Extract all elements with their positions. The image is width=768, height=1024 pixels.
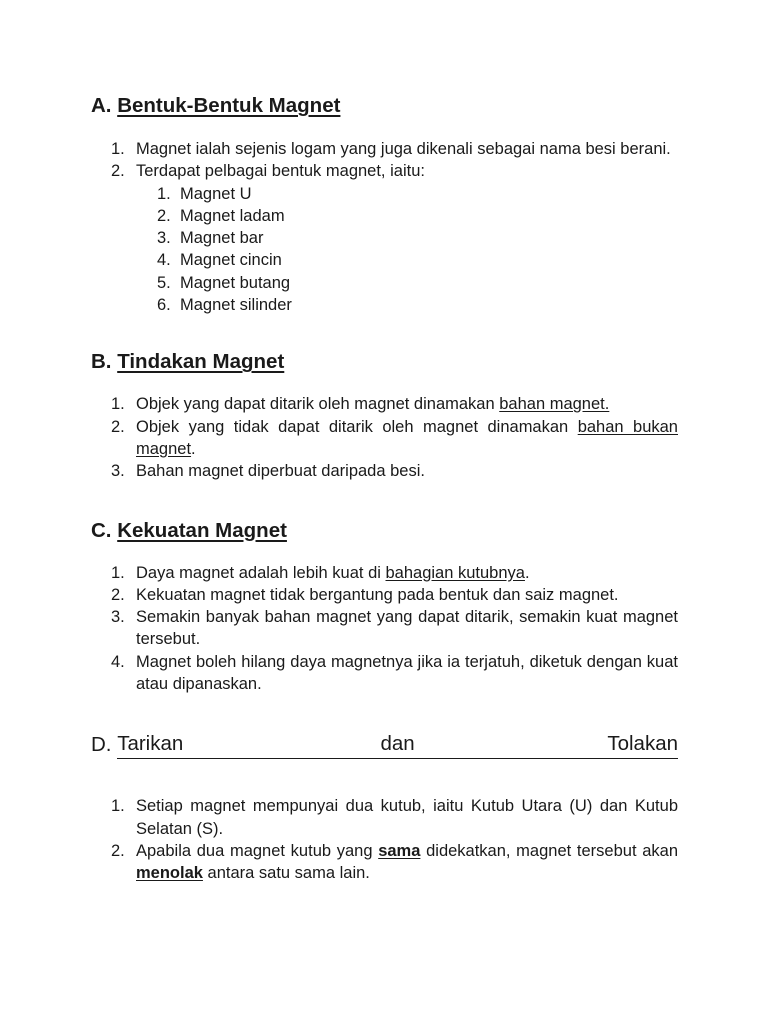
section-a-heading: [91, 92, 678, 120]
section-b-title: Tindakan Magnet: [117, 350, 285, 374]
section-b-letter: B.: [91, 350, 112, 374]
list-item: 4. Magnet boleh hilang daya magnetnya jika ia terjatuh, diketuk dengan kuat atau dipanaskan.: [111, 652, 678, 694]
list-item: 1. Objek yang dapat ditarik oleh magnet dinamakan bahan magnet.: [111, 395, 610, 414]
section-b-heading: [91, 348, 678, 376]
section-d-list: [91, 795, 678, 884]
section-b-list: [91, 393, 678, 482]
section-d-title-word: Tarikan: [117, 731, 304, 759]
sub-list-item: 5. Magnet butang: [157, 273, 291, 292]
section-d-heading: [91, 731, 678, 759]
section-d-title-word: Tolakan: [491, 731, 678, 759]
sub-list-item: 2. Magnet ladam: [157, 206, 285, 225]
section-d-letter: D.: [91, 733, 112, 757]
list-item: 2. Terdapat pelbagai bentuk magnet, iaitu:: [111, 162, 425, 181]
section-d-title-word: dan: [304, 731, 491, 759]
term-bahagian-kutubnya: bahagian kutubnya: [385, 563, 525, 582]
list-item: 3. Bahan magnet diperbuat daripada besi.: [111, 462, 425, 481]
section-a-title: Bentuk-Bentuk Magnet: [117, 94, 341, 117]
section-c-title: Kekuatan Magnet: [117, 518, 287, 542]
sub-list-item: 4. Magnet cincin: [157, 251, 282, 270]
term-menolak: menolak: [136, 864, 203, 883]
section-a-letter: A.: [91, 94, 112, 117]
list-item: 2. Objek yang tidak dapat ditarik oleh magnet dinamakan bahan bukan magnet.: [111, 417, 678, 458]
list-item: 2. Kekuatan magnet tidak bergantung pada bentuk dan saiz magnet.: [111, 585, 619, 604]
list-item: 1. Daya magnet adalah lebih kuat di bahagian kutubnya.: [111, 563, 530, 582]
section-c-heading: [91, 517, 678, 545]
section-a-list: [91, 138, 678, 316]
sub-list-item: 3. Magnet bar: [157, 229, 264, 248]
list-item: 1. Setiap magnet mempunyai dua kutub, iaitu Kutub Utara (U) dan Kutub Selatan (S).: [111, 797, 678, 838]
list-item: 3. Semakin banyak bahan magnet yang dapat ditarik, semakin kuat magnet tersebut.: [111, 608, 678, 649]
document-page: [91, 92, 678, 885]
list-item: 2. Apabila dua magnet kutub yang sama didekatkan, magnet tersebut akan menolak antara satu sama lain.: [111, 841, 678, 883]
list-item: 1. Magnet ialah sejenis logam yang juga dikenali sebagai nama besi berani.: [111, 140, 671, 158]
sub-list-item: 1. Magnet U: [157, 184, 252, 203]
section-c-letter: C.: [91, 518, 112, 542]
term-sama: sama: [378, 841, 421, 860]
term-bahan-magnet: bahan magnet.: [499, 395, 610, 414]
sub-list-item: 6. Magnet silinder: [157, 296, 292, 315]
section-c-list: [91, 562, 678, 696]
term-bahan-bukan-magnet: bahan bukan magnet: [136, 417, 678, 458]
